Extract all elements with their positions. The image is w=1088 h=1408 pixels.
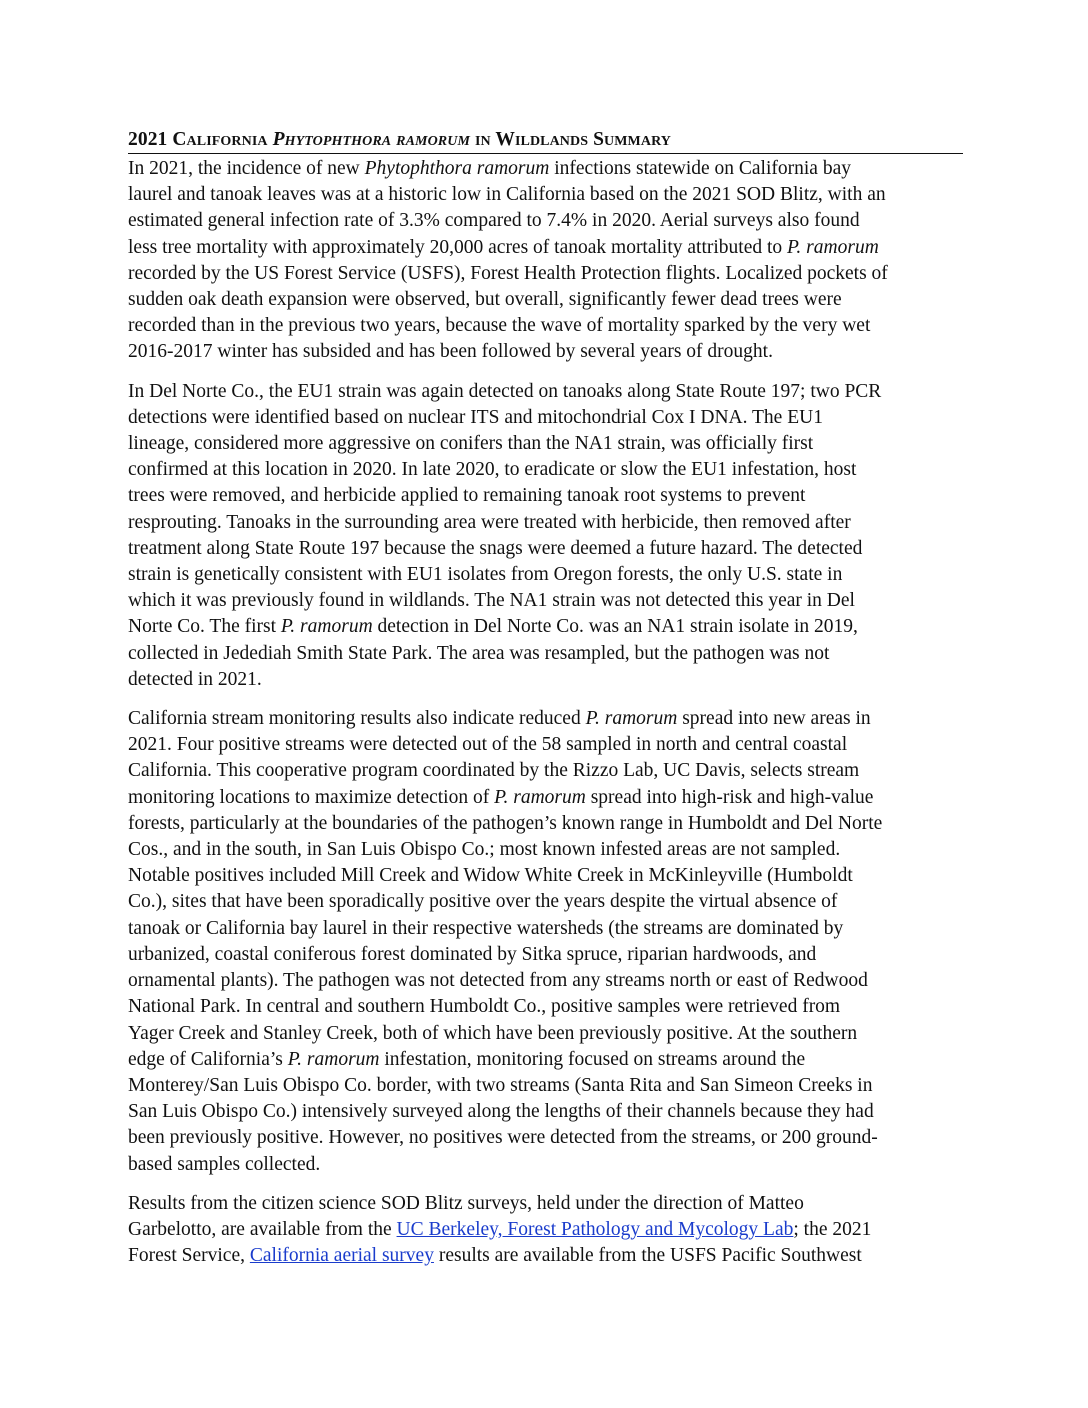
text-line <box>128 641 963 667</box>
text-segment: spread into new areas in <box>677 708 871 730</box>
heading-species: Phytophthora ramorum <box>272 129 470 150</box>
text-line <box>128 1152 963 1178</box>
text-line <box>128 732 963 758</box>
text-segment: California stream monitoring results also indicate reduced <box>128 708 586 730</box>
text-line <box>128 889 963 915</box>
text-line <box>128 1243 963 1269</box>
text-line <box>128 916 963 942</box>
text-segment: less tree mortality with approximately 20,000 acres of tanoak mortality attributed to <box>128 236 788 258</box>
text-segment: infections statewide on California bay <box>549 158 851 179</box>
text-segment: detection in Del Norte Co. was an NA1 strain isolate in 2019, <box>372 616 858 638</box>
text-line <box>128 1099 963 1125</box>
species-name: P. ramorum <box>585 708 678 730</box>
text-segment: been previously positive. However, no positives were detected from the streams, or 200 ground- <box>128 1127 878 1149</box>
text-segment: which it was previously found in wildlands. The NA1 strain was not detected this year in Del <box>128 590 855 612</box>
text-line: Results from the citizen science SOD Blitz surveys, held under the direction of Matteo <box>128 1192 804 1214</box>
text-segment: detected in 2021. <box>128 668 262 690</box>
text-line <box>128 863 963 889</box>
text-segment: tanoak or California bay laurel in their respective watersheds (the streams are dominated by <box>128 917 844 939</box>
text-segment: monitoring locations to maximize detection of <box>128 786 495 808</box>
section-heading <box>128 128 963 154</box>
text-line <box>128 994 963 1020</box>
text-segment: trees were removed, and herbicide applied to remaining tanoak root systems to prevent <box>128 485 806 507</box>
text-line <box>128 942 963 968</box>
california-aerial-survey-link[interactable]: California aerial survey <box>249 1245 434 1267</box>
text-segment: recorded by the US Forest Service (USFS), Forest Health Protection flights. Localized pockets of <box>128 262 888 284</box>
text-segment: recorded than in the previous two years, because the wave of mortality sparked by the very wet <box>128 315 871 337</box>
text-line <box>128 614 963 640</box>
text-segment: Norte Co. The first <box>128 616 281 638</box>
text-segment: collected in Jedediah Smith State Park. The area was resampled, but the pathogen was not <box>128 642 830 664</box>
species-name: P. ramorum <box>787 236 879 258</box>
text-segment: results are available from the USFS Pacific Southwest <box>433 1245 862 1267</box>
text-line <box>128 536 963 562</box>
text-line <box>128 588 963 614</box>
text-segment: Yager Creek and Stanley Creek, both of which have been previously positive. At the southern <box>128 1022 858 1044</box>
text-segment: California. This cooperative program coordinated by the Rizzo Lab, UC Davis, selects stream <box>128 760 860 782</box>
text-line <box>128 208 963 234</box>
text-line <box>128 182 963 208</box>
text-segment: 2016-2017 winter has subsided and has been followed by several years of drought. <box>128 341 773 363</box>
text-segment: Cos., and in the south, in San Luis Obispo Co.; most known infested areas are not sampled. <box>128 839 841 861</box>
text-line <box>128 287 963 313</box>
text-segment: Co.), sites that have been sporadically positive over the years despite the virtual absence of <box>128 891 838 913</box>
text-segment: treatment along State Route 197 because the snags were deemed a future hazard. The detected <box>128 537 863 559</box>
text-segment: ornamental plants). The pathogen was not detected from any streams north or east of Redwood <box>128 970 868 992</box>
text-segment: estimated general infection rate of 3.3% compared to 7.4% in 2020. Aerial surveys also found <box>128 210 860 232</box>
text-segment: forests, particularly at the boundaries of the pathogen’s known range in Humboldt and Del Norte <box>128 812 883 834</box>
text-segment: resprouting. Tanoaks in the surrounding area were treated with herbicide, then removed after <box>128 511 851 533</box>
uc-berkeley-lab-link[interactable]: UC Berkeley, Forest Pathology and Mycology Lab <box>396 1218 794 1240</box>
text-segment: spread into high-risk and high-value <box>585 786 874 808</box>
text-line <box>128 1217 963 1243</box>
text-segment: ; the 2021 <box>793 1218 872 1240</box>
text-segment: infestation, monitoring focused on streams around the <box>379 1048 806 1070</box>
text-line <box>128 1047 963 1073</box>
text-line <box>128 1021 963 1047</box>
text-segment: urbanized, coastal coniferous forest dominated by Sitka spruce, riparian hardwoods, and <box>128 943 817 965</box>
text-line <box>128 562 963 588</box>
text-line <box>128 379 963 405</box>
text-segment: National Park. In central and southern Humboldt Co., positive samples were retrieved from <box>128 996 841 1018</box>
text-line <box>128 483 963 509</box>
text-segment: edge of California’s <box>128 1048 288 1070</box>
text-line <box>128 235 963 261</box>
text-line <box>128 431 963 457</box>
species-name: P. ramorum <box>280 616 373 638</box>
text-segment: confirmed at this location in 2020. In late 2020, to eradicate or slow the EU1 infestation, host <box>128 459 857 481</box>
heading-year: 2021 <box>128 129 173 150</box>
text-line <box>128 261 963 287</box>
species-name: P. ramorum <box>287 1048 380 1070</box>
text-line <box>128 667 963 693</box>
text-segment: In 2021, the incidence of new <box>128 158 365 179</box>
text-segment: San Luis Obispo Co.) intensively surveyed along the lengths of their channels because they had <box>128 1101 874 1123</box>
text-line <box>128 811 963 837</box>
species-name: Phytophthora ramorum <box>364 158 550 179</box>
text-line <box>128 156 963 182</box>
text-segment: based samples collected. <box>128 1153 321 1175</box>
text-segment: In Del Norte Co., the EU1 strain was again detected on tanoaks along State Route 197; two PCR <box>128 380 882 402</box>
text-segment: Garbelotto, are available from the <box>128 1218 397 1240</box>
text-segment: Monterey/San Luis Obispo Co. border, with two streams (Santa Rita and San Simeon Creeks in <box>128 1074 873 1096</box>
text-line <box>128 837 963 863</box>
text-segment: detections were identified based on nuclear ITS and mitochondrial Cox I DNA. The EU1 <box>128 406 823 428</box>
text-line <box>128 405 963 431</box>
document-page <box>128 128 963 1282</box>
text-segment: Notable positives included Mill Creek and Widow White Creek in McKinleyville (Humboldt <box>128 865 853 887</box>
text-segment: laurel and tanoak leaves was at a historic low in California based on the 2021 SOD Blitz, with an <box>128 184 886 206</box>
text-line <box>128 510 963 536</box>
text-line <box>128 758 963 784</box>
text-line <box>128 785 963 811</box>
paragraph-stream-monitoring <box>128 706 963 1178</box>
text-line <box>128 1073 963 1099</box>
text-line <box>128 313 963 339</box>
text-segment: strain is genetically consistent with EU1 isolates from Oregon forests, the only U.S. state in <box>128 564 843 586</box>
text-line <box>128 968 963 994</box>
text-line <box>128 1125 963 1151</box>
text-segment: lineage, considered more aggressive on conifers than the NA1 strain, was officially first <box>128 433 814 455</box>
paragraph-overview <box>128 156 963 366</box>
text-segment: Forest Service, <box>128 1245 250 1267</box>
text-line <box>128 706 963 732</box>
text-line <box>128 339 963 365</box>
heading-rest: in Wildlands Summary <box>470 129 672 150</box>
text-line <box>128 457 963 483</box>
paragraph-del-norte <box>128 379 963 693</box>
text-segment: 2021. Four positive streams were detected out of the 58 sampled in north and central coastal <box>128 734 848 756</box>
species-name: P. ramorum <box>494 786 586 808</box>
paragraph-results-sources <box>128 1191 963 1270</box>
heading-california: California <box>172 129 273 150</box>
text-segment: sudden oak death expansion were observed, but overall, significantly fewer dead trees were <box>128 289 842 311</box>
